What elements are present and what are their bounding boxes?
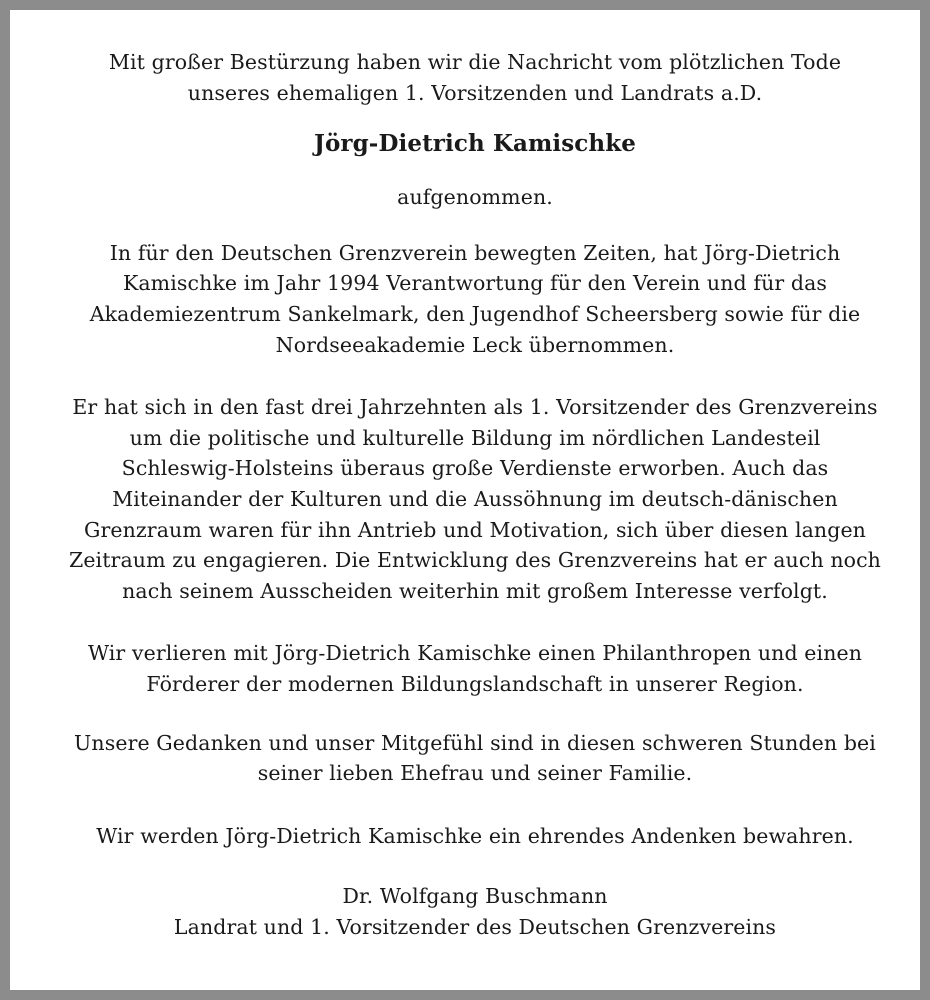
- paragraph-merits: Er hat sich in den fast drei Jahrzehnten als 1. Vorsitzender des Grenzvereins um die politische und kulturelle Bildung im nördlichen Landesteil Schleswig-Holsteins überaus große Verdienste erworben. Auch das Miteinander der Kulturen und die Aussöhnung im deutsch-dänischen Grenzraum waren für ihn Antrieb und Motivation, sich über diesen langen Zeitraum zu engagieren. Die Entwicklung des Grenzvereins hat er auch noch nach seinem Ausscheiden weiterhin mit großem Interesse verfolgt.: [68, 395, 881, 603]
- signatory-name: Dr. Wolfgang Buschmann: [342, 884, 608, 909]
- paragraph-tenure: In für den Deutschen Grenzverein bewegten Zeiten, hat Jörg-Dietrich Kamischke im Jahr 1994 Verantwortung für den Verein und für das Akademiezentrum Sankelmark, den Jugendhof Scheersberg sowie für die Nordseeakademie Leck übernommen.: [89, 240, 861, 357]
- deceased-name: Jörg-Dietrich Kamischke: [313, 130, 636, 158]
- received-text: aufgenommen.: [397, 185, 553, 210]
- intro-text: Mit großer Bestürzung haben wir die Nachricht vom plötzlichen Tode unseres ehemaligen 1. Vorsitzenden und Landrats a.D.: [108, 50, 842, 105]
- paragraph-remembrance: Wir werden Jörg-Dietrich Kamischke ein ehrendes Andenken bewahren.: [96, 823, 854, 848]
- obituary-notice: [20, 20, 930, 1000]
- paragraph-philanthropist: Wir verlieren mit Jörg-Dietrich Kamischke einen Philanthropen und einen Förderer der modernen Bildungslandschaft in unserer Region.: [87, 641, 863, 696]
- signatory-title: Landrat und 1. Vorsitzender des Deutschen Grenzvereins: [173, 914, 777, 939]
- paragraph-condolence: Unsere Gedanken und unser Mitgefühl sind in diesen schweren Stunden bei seiner lieben Ehefrau und seiner Familie.: [74, 730, 876, 786]
